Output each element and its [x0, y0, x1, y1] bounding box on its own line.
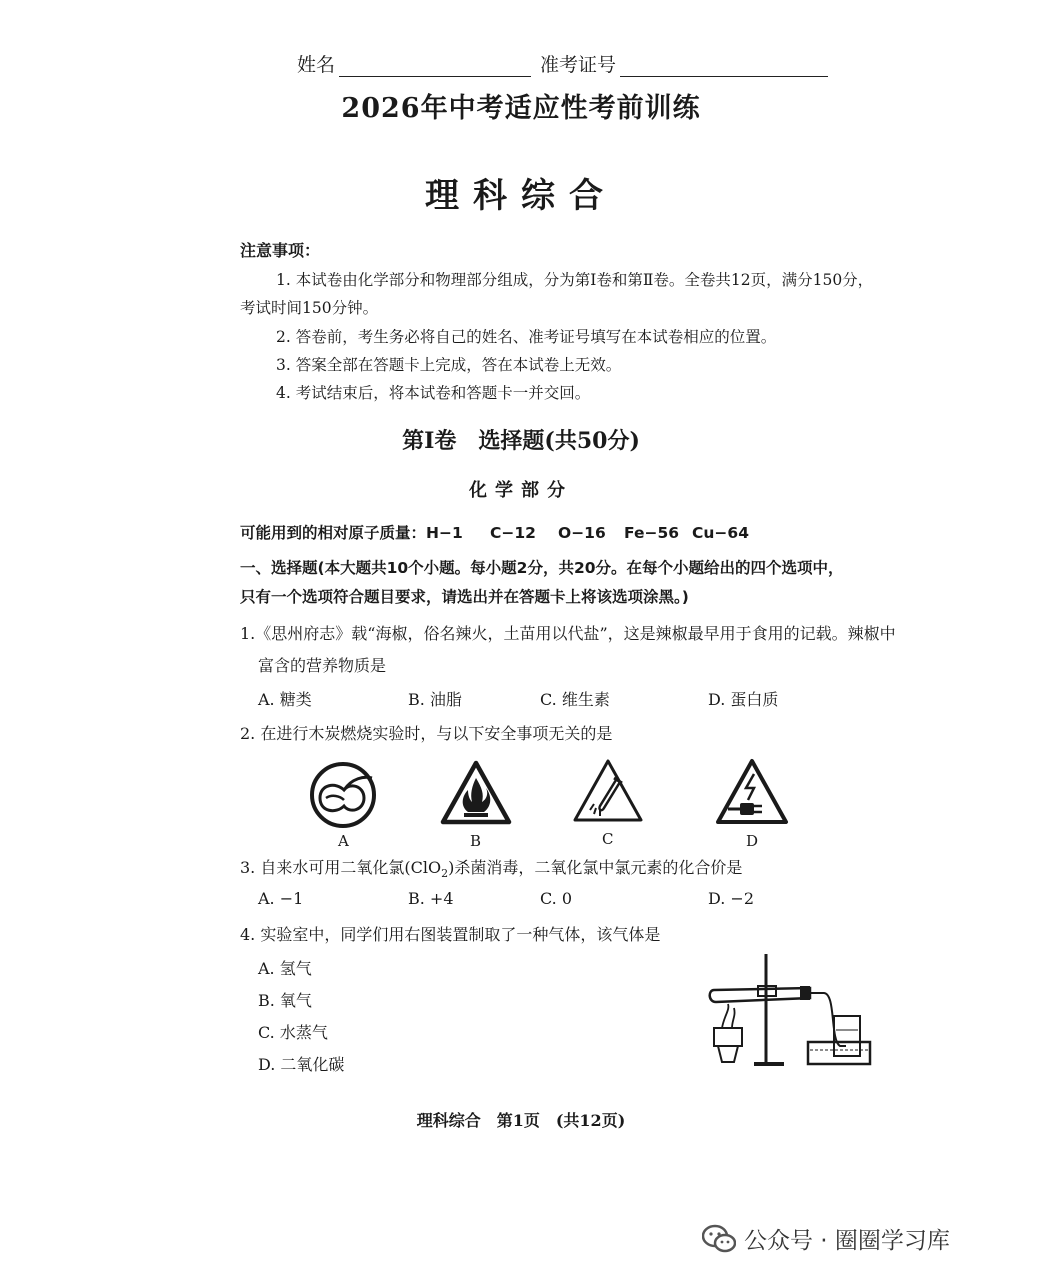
q1-option-a: A. 糖类 — [258, 690, 312, 709]
q1-option-b: B. 油脂 — [408, 690, 462, 709]
q4-option-c: C. 水蒸气 — [258, 1023, 328, 1042]
q2-stem: 2. 在进行木炭燃烧实验时，与以下安全事项无关的是 — [240, 724, 613, 743]
watermark — [702, 1222, 950, 1255]
notice-item-1-cont: 考试时间150分钟。 — [240, 299, 379, 317]
atomic-mass-label: 可能用到的相对原子质量： — [240, 524, 427, 542]
mass-fe: Fe−56 — [624, 524, 680, 542]
q3-option-b: B. +4 — [408, 889, 454, 908]
notice-item-2: 2. 答卷前，考生务必将自己的姓名、准考证号填写在本试卷相应的位置。 — [276, 328, 777, 346]
id-field — [540, 50, 828, 77]
q4-option-d: D. 二氧化碳 — [258, 1055, 345, 1074]
q1-stem-line-2: 富含的营养物质是 — [258, 656, 387, 675]
symbol-b-label: B — [470, 832, 482, 850]
notice-item-1: 1. 本试卷由化学部分和物理部分组成，分为第Ⅰ卷和第Ⅱ卷。全卷共12页，满分150分， — [276, 271, 874, 289]
q1-option-c: C. 维生素 — [540, 690, 610, 709]
watermark-text: 公众号 · 圈圈学习库 — [744, 1228, 950, 1254]
exam-title: 2026年中考适应性考前训练 — [341, 93, 701, 124]
q3-stem — [240, 855, 742, 880]
gas-collection-apparatus-diagram — [700, 950, 884, 1074]
mass-h: H−1 — [426, 524, 463, 542]
notice-heading: 注意事项： — [240, 241, 321, 260]
symbol-c-label: C — [602, 830, 614, 848]
notice-item-3: 3. 答案全部在答题卡上完成，答在本试卷上无效。 — [276, 356, 622, 374]
q1-stem-line-1: 1.《思州府志》载“海椒，俗名辣火，土苗用以代盐”，这是辣椒最早用于食用的记载。辣椒中 — [240, 624, 896, 643]
page-footer: 理科综合 第1页 (共12页) — [416, 1111, 626, 1130]
instructions-line-1: 一、选择题(本大题共10个小题。每小题2分，共20分。在每个小题给出的四个选项中， — [240, 559, 844, 577]
mass-cu: Cu−64 — [692, 524, 749, 542]
q3-stem-suffix: )杀菌消毒，二氧化氯中氯元素的化合价是 — [448, 858, 743, 877]
electrical-hazard-icon — [712, 756, 792, 828]
instructions-line-2: 只有一个选项符合题目要求，请选出并在答题卡上将该选项涂黑。) — [240, 588, 689, 606]
q4-option-a: A. 氢气 — [258, 959, 312, 978]
wechat-icon — [702, 1224, 736, 1254]
id-label: 准考证号 — [540, 54, 617, 76]
name-blank-line — [339, 58, 531, 77]
mass-o: O−16 — [558, 524, 606, 542]
symbol-d-label: D — [746, 832, 759, 850]
part-title: 化学部分 — [469, 480, 573, 501]
name-label: 姓名 — [297, 54, 336, 76]
q4-stem: 4. 实验室中，同学们用右图装置制取了一种气体，该气体是 — [240, 925, 661, 944]
test-tube-warning-icon — [570, 756, 646, 826]
notice-item-4: 4. 考试结束后，将本试卷和答题卡一并交回。 — [276, 384, 591, 402]
q3-option-a: A. −1 — [258, 889, 304, 908]
q3-option-c: C. 0 — [540, 889, 573, 908]
q3-stem-subscript: 2 — [441, 867, 449, 881]
section-title: 第Ⅰ卷 选择题(共50分) — [402, 428, 640, 454]
name-field — [297, 50, 531, 77]
q4-option-b: B. 氧气 — [258, 991, 312, 1010]
q1-option-d: D. 蛋白质 — [708, 690, 779, 709]
symbol-a-label: A — [338, 832, 349, 850]
id-blank-line — [620, 58, 828, 77]
atomic-mass-line — [240, 521, 749, 543]
subject-title: 理科综合 — [425, 176, 617, 216]
mass-c: C−12 — [490, 524, 536, 542]
safety-symbol-a-icon — [306, 760, 382, 830]
q3-option-d: D. −2 — [708, 889, 755, 908]
q3-stem-prefix: 3. 自来水可用二氧化氯(ClO — [240, 858, 442, 877]
fire-warning-icon — [438, 758, 514, 828]
